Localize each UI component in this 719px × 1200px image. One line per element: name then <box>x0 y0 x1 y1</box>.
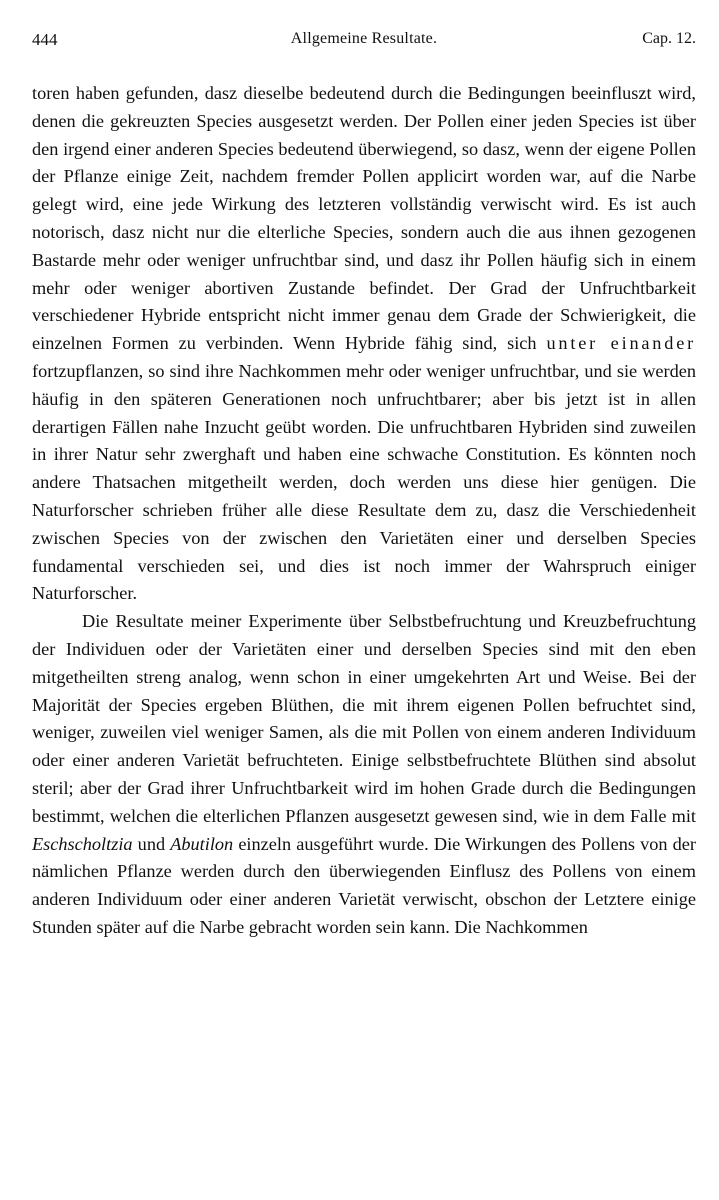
paragraph-1 <box>32 80 696 608</box>
paragraph-1-text-2: fortzupflanzen, so sind ihre Nachkommen mehr oder weniger unfruchtbar, und sie werden häufig in den späteren Generationen noch unfruchtbarer; aber bis jetzt ist in allen derartigen Fällen nahe Inzucht geübt worden. Die unfruchtbaren Hybriden sind zuweilen in ihrer Natur sehr zwerghaft und haben eine schwache Constitution. Es könnten noch andere Thatsachen mitgetheilt werden, doch werden uns diese hier genügen. Die Naturforscher schrieben früher alle diese Resultate dem zu, dasz die Verschiedenheit zwischen Species von der zwischen den Varietäten einer und derselben Species fundamental verschieden sei, und dies ist noch immer der Wahrspruch einiger Naturforscher. <box>32 360 696 604</box>
chapter-label: Cap. 12. <box>642 30 696 47</box>
body-text <box>32 80 696 942</box>
book-page <box>32 24 696 942</box>
page-number: 444 <box>32 30 58 49</box>
spaced-emphasis: unter einander <box>546 333 696 354</box>
paragraph-2 <box>32 608 696 942</box>
running-head <box>32 24 696 64</box>
italic-eschscholtzia: Eschscholtzia <box>32 833 133 854</box>
paragraph-2-text-1: Die Resultate meiner Experimente über Selbstbefruchtung und Kreuzbefruchtung der Individuen oder der Varietäten einer und derselben Species sind mit den eben mitgetheilten streng analog, wenn schon in einer umgekehrten Art und Weise. Bei der Majorität der Species ergeben Blüthen, die mit ihrem eigenen Pollen befruchtet sind, weniger, zuweilen viel weniger Samen, als die mit Pollen von einem anderen Individuum oder einer anderen Varietät befruchteten. Einige selbstbefruchtete Blüthen sind absolut steril; aber der Grad ihrer Unfruchtbarkeit wird im hohen Grade durch die Bedingungen bestimmt, welchen die elterlichen Pflanzen ausgesetzt gewesen sind, wie in dem Falle mit <box>32 611 696 826</box>
running-title: Allgemeine Resultate. <box>290 30 438 47</box>
paragraph-2-text-3: einzeln ausgeführt wurde. Die Wirkungen des Pollens von der nämlichen Pflanze werden durch den überwiegenden Einflusz des Pollens von einem anderen Individuum oder einer anderen Varietät verwischt, obschon der Letztere einige Stunden später auf die Narbe gebracht worden sein kann. Die Nachkommen <box>32 833 696 937</box>
paragraph-1-text-1: toren haben gefunden, dasz dieselbe bedeutend durch die Bedingungen beeinfluszt wird, denen die gekreuzten Species ausgesetzt werden. Der Pollen einer jeden Species ist über den irgend einer anderen Species bedeutend überwiegend, so dasz, wenn der eigene Pollen der Pflanze einige Zeit, nachdem fremder Pollen applicirt worden war, auf die Narbe gelegt wird, eine jede Wirkung des letzteren vollständig verwischt wird. Es ist auch notorisch, dasz nicht nur die elterliche Species, sondern auch die aus ihnen gezogenen Bastarde mehr oder weniger unfruchtbar sind, und dasz ihr Pollen häufig sich in einem mehr oder weniger abortiven Zustande befindet. Der Grad der Unfruchtbarkeit verschiedener Hybride entspricht nicht immer genau dem Grade der Schwierigkeit, die einzelnen Formen zu verbinden. Wenn Hybride fähig sind, sich <box>32 83 696 354</box>
italic-abutilon: Abutilon <box>170 833 234 854</box>
paragraph-2-text-2: und <box>137 833 166 854</box>
